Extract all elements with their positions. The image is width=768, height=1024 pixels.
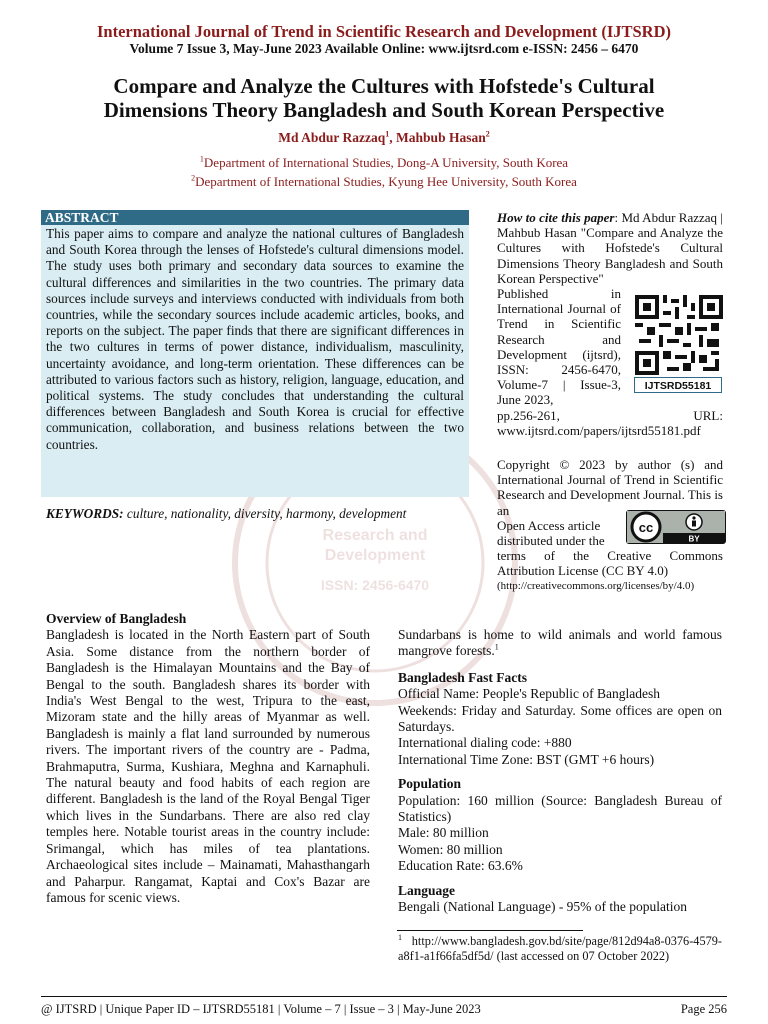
- citation-text: : Md Abdur Razzaq | Mahbub Hasan "Compare and Analyze the Cultures with Hofstede's Cultural Dimensions Theory Bangladesh and South Korean Perspective": [497, 210, 723, 286]
- title-line: Compare and Analyze the Cultures with Hofstede's Cultural: [113, 74, 655, 98]
- overview-section: [46, 611, 370, 906]
- affiliation: [0, 174, 768, 190]
- section-heading: Overview of Bangladesh: [46, 611, 187, 626]
- affiliation-text: Department of International Studies, Dong-A University, South Korea: [203, 155, 569, 170]
- overview-continued: Sundarbans is home to wild animals and world famous mangrove forests.$^1$: [398, 627, 722, 659]
- fact-item: International Time Zone: BST (GMT +6 hours): [398, 751, 655, 767]
- author-sup: 1: [385, 129, 390, 139]
- keywords-label: KEYWORDS:: [46, 506, 124, 521]
- qr-code-icon: [635, 295, 723, 375]
- qr-paper-id: IJTSRD55181: [634, 377, 722, 393]
- journal-name: International Journal of Trend in Scientific Research and Development (IJTSRD): [97, 22, 671, 41]
- watermark-text: Research and: [322, 527, 428, 544]
- fact-item: Weekends: Friday and Saturday. Some offices are open on Saturdays.: [398, 702, 722, 735]
- section-heading: Population: [398, 776, 462, 792]
- footer-divider: [41, 996, 727, 997]
- footnote-text: http://www.bangladesh.gov.bd/site/page/812d94a8-0376-4579-a8f1-a1f66fa5df5d/ (last accessed on 07 October 2022): [398, 934, 722, 963]
- license-url: (http://creativecommons.org/licenses/by/4.0): [497, 579, 695, 592]
- watermark-text: Development: [324, 547, 426, 564]
- population-item: Population: 160 million (Source: Bangladesh Bureau of Statistics): [398, 792, 722, 825]
- cc-badge-text: BY: [688, 534, 700, 543]
- footnote-sup: 1: [398, 932, 402, 942]
- authors: [0, 130, 768, 146]
- svg-text:cc: cc: [638, 520, 654, 535]
- population-item: Women: 80 million: [398, 841, 503, 857]
- language-text: Bengali (National Language) - 95% of the population: [398, 899, 688, 915]
- keywords-text: culture, nationality, diversity, harmony, development: [126, 506, 407, 521]
- page-footer: [41, 1002, 727, 1017]
- author-sup: 2: [485, 129, 490, 139]
- copyright-text: Open Access article: [497, 517, 601, 533]
- citation-text-narrow: Published in International Journal of Trend in Scientific Research and Development (ijtsrd), ISSN: 2456-6470, Volume-7 | Issue-3, June 2023,: [497, 286, 621, 408]
- paper-title: [40, 74, 728, 122]
- title-line: Dimensions Theory Bangladesh and South Korean Perspective: [103, 98, 665, 122]
- affiliation-text: Department of International Studies, Kyung Hee University, South Korea: [195, 174, 577, 189]
- right-column: [398, 627, 722, 916]
- abstract-text: This paper aims to compare and analyze the national cultures of Bangladesh and South Korea through the lenses of Hofstede's cultural dimensions model. The study uses both primary and secondary data sources to examine the cultural differences and similarities in the two countries. The primary data sources include surveys and interviews conducted with individuals from both countries, while the secondary sources include academic articles, books, and reports on the subject. The paper finds that there are significant differences in the two cultures in terms of power distance, individualism, masculinity, uncertainty avoidance, and long-term orientation. These differences can be attributed to various factors such as history, religion, language, education, and political systems. The study concludes that understanding the cultural differences between Bangladesh and South Korea is crucial for effective communication, collaboration, and business relations between the two countries.: [46, 226, 464, 452]
- page-number: Page 256: [680, 1002, 727, 1016]
- section-heading: Bangladesh Fast Facts: [398, 669, 528, 685]
- footnote-ref: 1: [494, 642, 499, 652]
- population-item: Male: 80 million: [398, 825, 489, 841]
- overview-text: Bangladesh is located in the North Eastern part of South Asia. Some distance from the northern border of Bangladesh is the Himalayan Mountains and the Bay of Bengal to the south. Bangladesh shares its border with India's West Bengal to the west, Tripura to the east, Mizoram state and the hilly areas of Myanmar as well. Bangladesh is mainly a flat land surrounded by numerous rivers. The important rivers of the country are - Padma, Brahmaputra, Surma, Kushiara, Meghna and Karnaphuli. The natural beauty and food habits of each region are different. Bangladesh is the land of the Royal Bengal Tiger which lives in the Sundarbans. There are also red clay temples here. Notable tourist areas in the country include: Srimangal, which has miles of tea plantations. Archaeological sites include – Mainamati, Mahasthangarh and Paharpur. Rangamat, Kaptai and Cox's Bazar are famous for scenic views.: [46, 627, 370, 905]
- footer-info: @ IJTSRD | Unique Paper ID – IJTSRD55181 | Volume – 7 | Issue – 3 | May-June 2023: [41, 1002, 481, 1016]
- citation-url: pp.256-261, URL: www.ijtsrd.com/papers/ijtsrd55181.pdf: [497, 407, 723, 438]
- cc-by-license-icon: [626, 510, 726, 544]
- abstract-heading: ABSTRACT: [41, 210, 469, 225]
- author-name: Mahbub Hasan: [396, 130, 486, 145]
- affiliation-sup: 1: [199, 154, 204, 164]
- fact-item: Official Name: People's Republic of Bangladesh: [398, 686, 660, 702]
- affiliation-sup: 2: [191, 173, 196, 183]
- copyright-text: distributed under the: [497, 533, 605, 549]
- issue-line: Volume 7 Issue 3, May-June 2023 Available Online: www.ijtsrd.com e-ISSN: 2456 – 6470: [129, 41, 639, 56]
- fact-item: International dialing code: +880: [398, 735, 572, 751]
- footnote: [398, 934, 722, 964]
- copyright-text: Copyright © 2023 by author (s) and International Journal of Trend in Scientific Research and Development Journal. This is an: [497, 457, 723, 518]
- affiliation: [0, 155, 768, 171]
- watermark-text: ISSN: 2456-6470: [320, 577, 430, 593]
- copyright-text: terms of the Creative Commons Attribution License (CC BY 4.0): [497, 548, 723, 579]
- section-heading: Language: [398, 882, 456, 898]
- footnote-divider: [397, 930, 583, 931]
- population-item: Education Rate: 63.6%: [398, 858, 523, 874]
- author-separator: ,: [389, 130, 397, 145]
- citation-label: How to cite this paper: [497, 210, 615, 225]
- keywords: [46, 506, 474, 522]
- author-name: Md Abdur Razzaq: [278, 130, 386, 145]
